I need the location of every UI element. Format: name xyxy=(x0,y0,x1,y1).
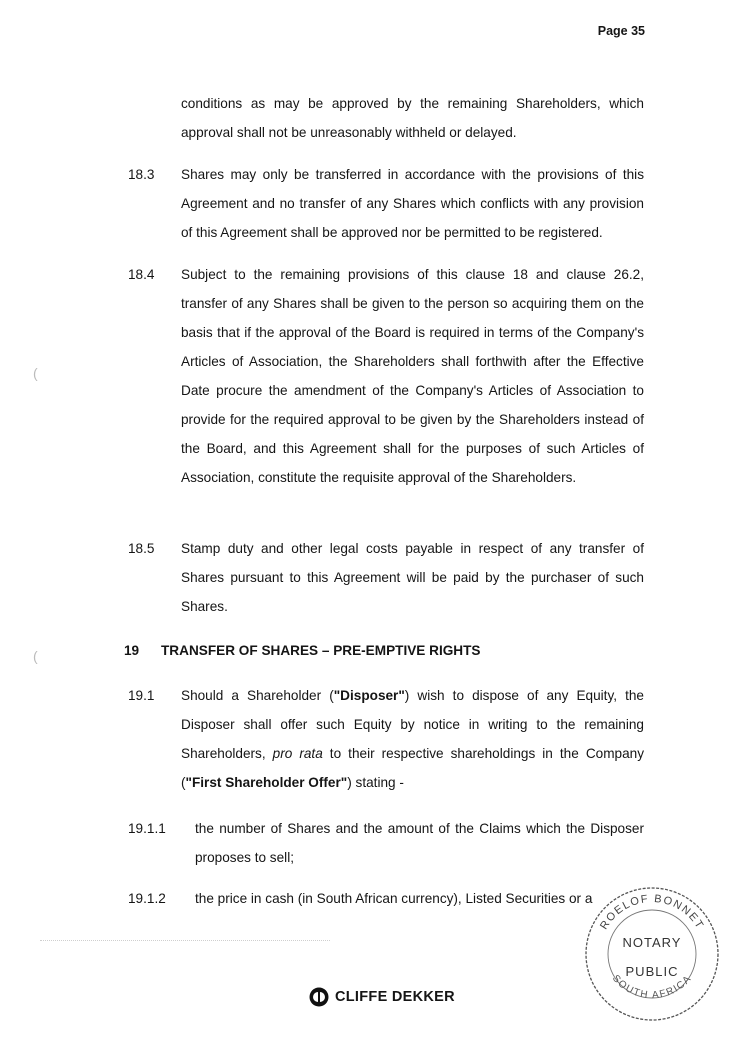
stamp-top-text: ROELOF BONNET xyxy=(597,892,707,932)
footer-logo xyxy=(309,987,455,1007)
section-number-19: 19 xyxy=(124,643,140,658)
clause-18-3-text: Shares may only be transferred in accordance with the provisions of this Agreement and no transfer of any Shares which conflicts with any provision of this Agreement shall be approved nor be permitted to be registered. xyxy=(181,167,644,240)
clause-19-1-2-text: the price in cash (in South African currency), Listed Securities or a xyxy=(195,891,593,906)
footer-logo-text: CLIFFE DEKKER xyxy=(335,989,455,1005)
clause-19-1-1-text: the number of Shares and the amount of the Claims which the Disposer proposes to sell; xyxy=(195,821,644,865)
footer-divider xyxy=(40,940,330,941)
paragraph-continuation: conditions as may be approved by the remaining Shareholders, which approval shall not be unreasonably withheld or delayed. xyxy=(181,96,644,140)
clause-number-18-5: 18.5 xyxy=(128,541,155,556)
clause-number-18-3: 18.3 xyxy=(128,167,155,182)
stamp-notary-text: NOTARY xyxy=(622,935,682,950)
clause-number-19-1-2: 19.1.2 xyxy=(128,891,166,906)
stamp-bottom-text: SOUTH AFRICA xyxy=(609,973,695,1002)
page-number: Page 35 xyxy=(597,24,645,38)
margin-punch-mark: ( xyxy=(33,648,38,664)
section-heading: TRANSFER OF SHARES – PRE-EMPTIVE RIGHTS xyxy=(161,643,481,658)
stamp-public-text: PUBLIC xyxy=(625,964,679,979)
clause-number-19-1-1: 19.1.1 xyxy=(128,821,166,836)
clause-19-1-text: Should a Shareholder ("Disposer") wish to dispose of any Equity, the Disposer shall offer such Equity by notice in writing to the remaining Shareholders, pro rata to their respective shareholdings in the Company ("First Shareholder Offer") stating - xyxy=(181,688,644,790)
clause-number-18-4: 18.4 xyxy=(128,267,155,282)
clause-18-4-text: Subject to the remaining provisions of this clause 18 and clause 26.2, transfer of any Shares shall be given to the person so acquiring them on the basis that if the approval of the Board is required in terms of the Company's Articles of Association, the Shareholders shall forthwith after the Effective Date procure the amendment of the Company's Articles of Association to provide for the required approval to be given by the Shareholders instead of the Board, and this Agreement shall for the purposes of such Articles of Association, constitute the requisite approval of the Shareholders. xyxy=(181,267,644,485)
notary-stamp xyxy=(582,884,722,1024)
defined-term-disposer: "Disposer" xyxy=(333,688,405,703)
italic-term-pro-rata: pro rata xyxy=(272,746,323,761)
cliffe-dekker-logo-icon xyxy=(309,987,329,1007)
defined-term-first-shareholder-offer: "First Shareholder Offer" xyxy=(185,775,348,790)
margin-punch-mark: ( xyxy=(33,365,38,381)
clause-18-5-text: Stamp duty and other legal costs payable in respect of any transfer of Shares pursuant to this Agreement will be paid by the purchaser of such Shares. xyxy=(181,541,644,614)
clause-number-19-1: 19.1 xyxy=(128,688,155,703)
